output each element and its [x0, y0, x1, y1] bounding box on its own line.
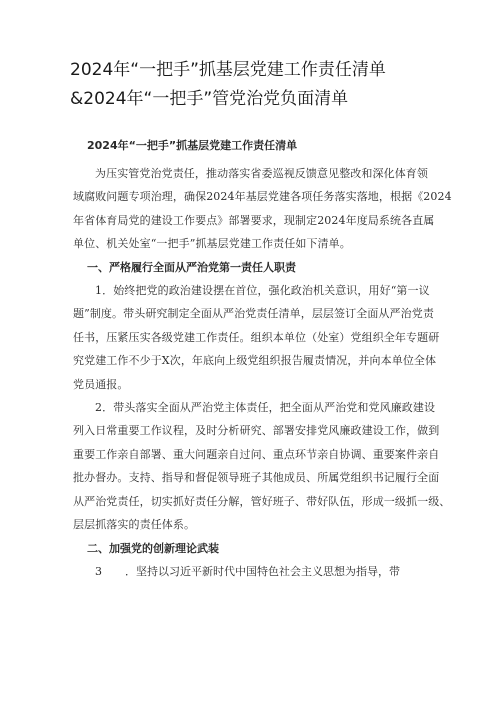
item-2-line: 从严治党责任，切实抓好责任分解，管好班子、带好队伍，形成一级抓一级、	[73, 494, 451, 508]
item-2-line: 批办督办。支持、指导和督促领导班子其他成员、所属党组织书记履行全面	[73, 471, 440, 485]
item-1-line: 任书，压紧压实各级党建工作责任。组织本单位（处室）党组织全年专题研	[73, 330, 440, 344]
section-heading-1: 一、严格履行全面从严治党第一责任人职责	[87, 260, 296, 274]
document-title	[70, 56, 450, 114]
intro-line: 域腐败问题专项治理，确保2024年基层党建各项任务落实落地，根据《2024	[73, 190, 452, 204]
title-line-1: 2024年“一把手”抓基层党建工作责任清单	[70, 60, 386, 80]
item-1-line: 1．始终把党的政治建设摆在首位，强化政治机关意识，用好“第一议	[95, 284, 430, 298]
item-3-number: 3	[95, 564, 102, 578]
item-3-line	[73, 560, 441, 583]
title-line-2: &2024年“一把手”管党治党负面清单	[70, 89, 349, 109]
item-3-text: ．坚持以习近平新时代中国特色社会主义思想为指导，带	[125, 564, 400, 578]
item-1-paragraph	[73, 279, 441, 396]
document-subtitle: 2024年“一把手”抓基层党建工作责任清单	[87, 139, 298, 152]
item-2-line: 列入日常重要工作议程，及时分析研究、部署安排党风廉政建设工作，做到	[73, 424, 440, 438]
document-body	[73, 138, 452, 583]
item-1-line: 究党建工作不少于X次，年底向上级党组织报告履责情况，并向本单位全体	[73, 354, 437, 368]
item-1-line: 题”制度。带头研究制定全面从严治党责任清单，层层签订全面从严治党责	[73, 307, 434, 321]
section-heading-2: 二、加强党的创新理论武装	[87, 541, 219, 555]
intro-line: 年省体育局党的建设工作要点》部署要求，现制定2024年度局系统各直属	[73, 213, 435, 227]
item-2-paragraph	[73, 396, 451, 536]
intro-line: 单位、机关处室“一把手”抓基层党建工作责任如下清单。	[73, 237, 351, 251]
intro-paragraph	[73, 162, 452, 256]
item-1-line: 党员通报。	[73, 377, 129, 391]
item-2-line: 2．带头落实全面从严治党主体责任，把全面从严治党和党风廉政建设	[95, 401, 436, 415]
item-2-line: 层层抓落实的责任体系。	[73, 518, 196, 532]
item-2-line: 重要工作亲自部署、重大问题亲自过问、重点环节亲自协调、重要案件亲自	[73, 447, 440, 461]
intro-line: 为压实管党治党责任，推动落实省委巡视反馈意见整改和深化体育领	[95, 167, 428, 180]
